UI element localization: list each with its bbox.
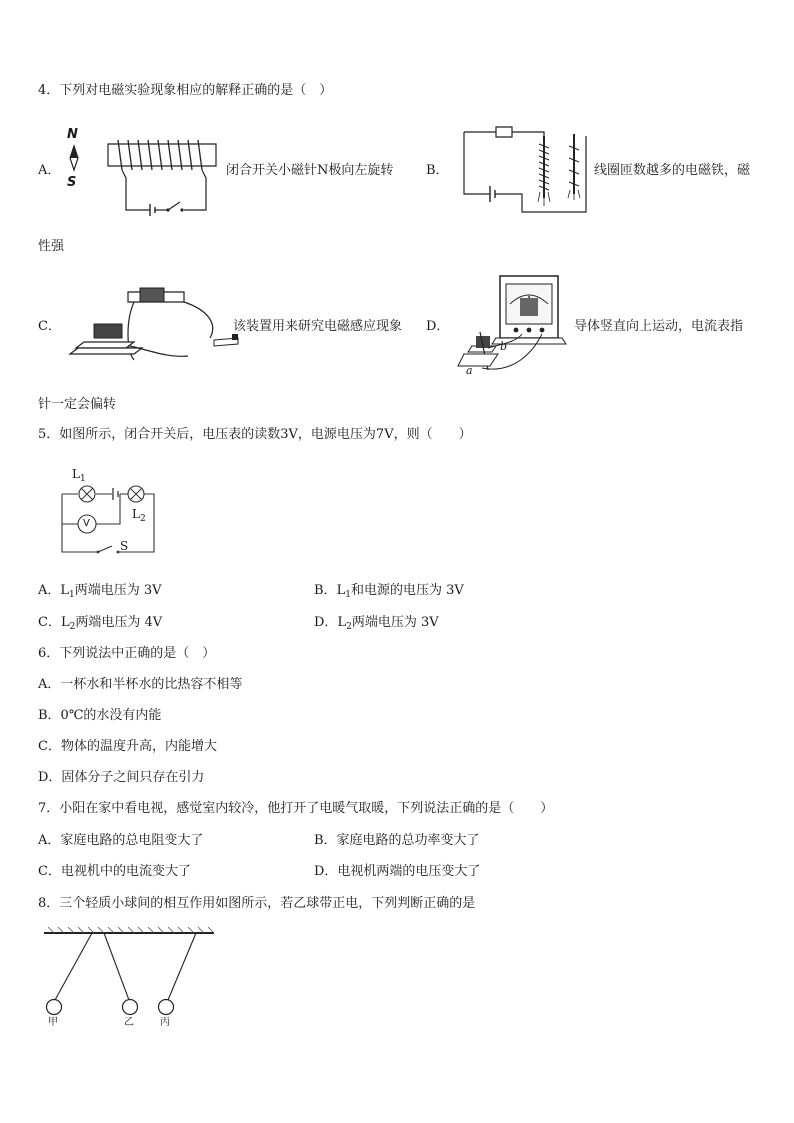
q6-option-d[interactable]: D．固体分子之间只存在引力 bbox=[38, 770, 205, 785]
q7-option-b[interactable]: B．家庭电路的总功率变大了 bbox=[314, 833, 480, 848]
q4-option-d-label[interactable]: D． bbox=[426, 319, 450, 334]
switch-icon bbox=[168, 202, 180, 210]
q5-option-c[interactable]: C．$L_2$两端电压为 4V bbox=[38, 615, 163, 632]
q7-option-a[interactable]: A．家庭电路的总电阻变大了 bbox=[38, 833, 204, 848]
induction-apparatus-figure bbox=[68, 280, 228, 370]
ball-bing-label: 丙 bbox=[160, 1017, 170, 1028]
solenoid-figure bbox=[60, 128, 220, 214]
q5-option-d[interactable]: D．$L_2$两端电压为 3V bbox=[314, 615, 439, 632]
q5-option-a[interactable]: A．$L_1$两端电压为 3V bbox=[38, 583, 162, 600]
lamp-l1-icon bbox=[79, 486, 95, 502]
lamp-l2-label: $L_2$ bbox=[132, 507, 146, 524]
q7-option-d[interactable]: D．电视机两端的电压变大了 bbox=[314, 864, 481, 879]
ball-jia-label: 甲 bbox=[48, 1017, 58, 1028]
q4-option-d-text: 导体竖直向上运动，电流表指 bbox=[574, 319, 744, 334]
conductor-end-a-label: a bbox=[466, 364, 473, 377]
q4-option-b-label[interactable]: B． bbox=[426, 163, 449, 178]
q6-option-a[interactable]: A．一杯水和半杯水的比热容不相等 bbox=[38, 677, 243, 692]
q4-option-c-label[interactable]: C． bbox=[38, 319, 61, 334]
voltmeter-label: V bbox=[83, 518, 90, 529]
battery-icon bbox=[113, 488, 118, 500]
q4-option-a-label[interactable]: A． bbox=[38, 163, 61, 178]
hanging-balls-figure bbox=[44, 926, 216, 1018]
conductor-end-b-label: b bbox=[500, 340, 508, 353]
thread-jia bbox=[55, 933, 92, 1000]
q8-stem: 8．三个轻质小球间的相互作用如图所示，若乙球带正电，下列判断正确的是 bbox=[38, 896, 476, 911]
q7-option-c[interactable]: C．电视机中的电流变大了 bbox=[38, 864, 191, 879]
q5-stem: 5．如图所示，闭合开关后，电压表的读数3V，电源电压为7V，则（ ） bbox=[38, 427, 472, 442]
q4-option-b-text: 线圈匝数越多的电磁铁，磁 bbox=[594, 163, 751, 178]
electromagnet-figure bbox=[460, 122, 590, 218]
lamp-l1-label: $L_1$ bbox=[72, 467, 86, 484]
ball-bing-icon bbox=[159, 1000, 174, 1015]
thread-bing bbox=[168, 933, 196, 1000]
q6-option-b[interactable]: B．0℃的水没有内能 bbox=[38, 708, 162, 723]
compass-south-label: S bbox=[67, 175, 77, 190]
rheostat-icon bbox=[496, 127, 512, 137]
ball-yi-icon bbox=[123, 1000, 138, 1015]
ball-jia-icon bbox=[47, 1000, 62, 1015]
galvanometer-figure bbox=[462, 274, 570, 380]
q7-stem: 7．小阳在家中看电视，感觉室内较冷，他打开了电暖气取暖，下列说法正确的是（ ） bbox=[38, 801, 554, 816]
q4-option-c-text: 该装置用来研究电磁感应现象 bbox=[233, 319, 403, 334]
q6-option-c[interactable]: C．物体的温度升高，内能增大 bbox=[38, 739, 217, 754]
battery-icon bbox=[150, 204, 155, 216]
q6-stem: 6．下列说法中正确的是（ ） bbox=[38, 646, 216, 661]
battery-icon bbox=[490, 186, 495, 202]
q4-option-a-text: 闭合开关小磁针N极向左旋转 bbox=[226, 163, 394, 178]
thread-yi bbox=[104, 933, 129, 1000]
q5-option-b[interactable]: B．$L_1$和电源的电压为 3V bbox=[314, 583, 464, 600]
q4-option-b-text-wrap: 性强 bbox=[38, 239, 65, 254]
compass-north-label: N bbox=[67, 127, 78, 142]
lamp-l2-icon bbox=[128, 486, 144, 502]
ball-yi-label: 乙 bbox=[124, 1017, 134, 1028]
q4-stem: 4．下列对电磁实验现象相应的解释正确的是（ ） bbox=[38, 83, 333, 98]
q4-option-d-text-wrap: 针一定会偏转 bbox=[38, 397, 117, 412]
switch-label: S bbox=[120, 539, 129, 553]
switch-icon bbox=[98, 546, 112, 552]
